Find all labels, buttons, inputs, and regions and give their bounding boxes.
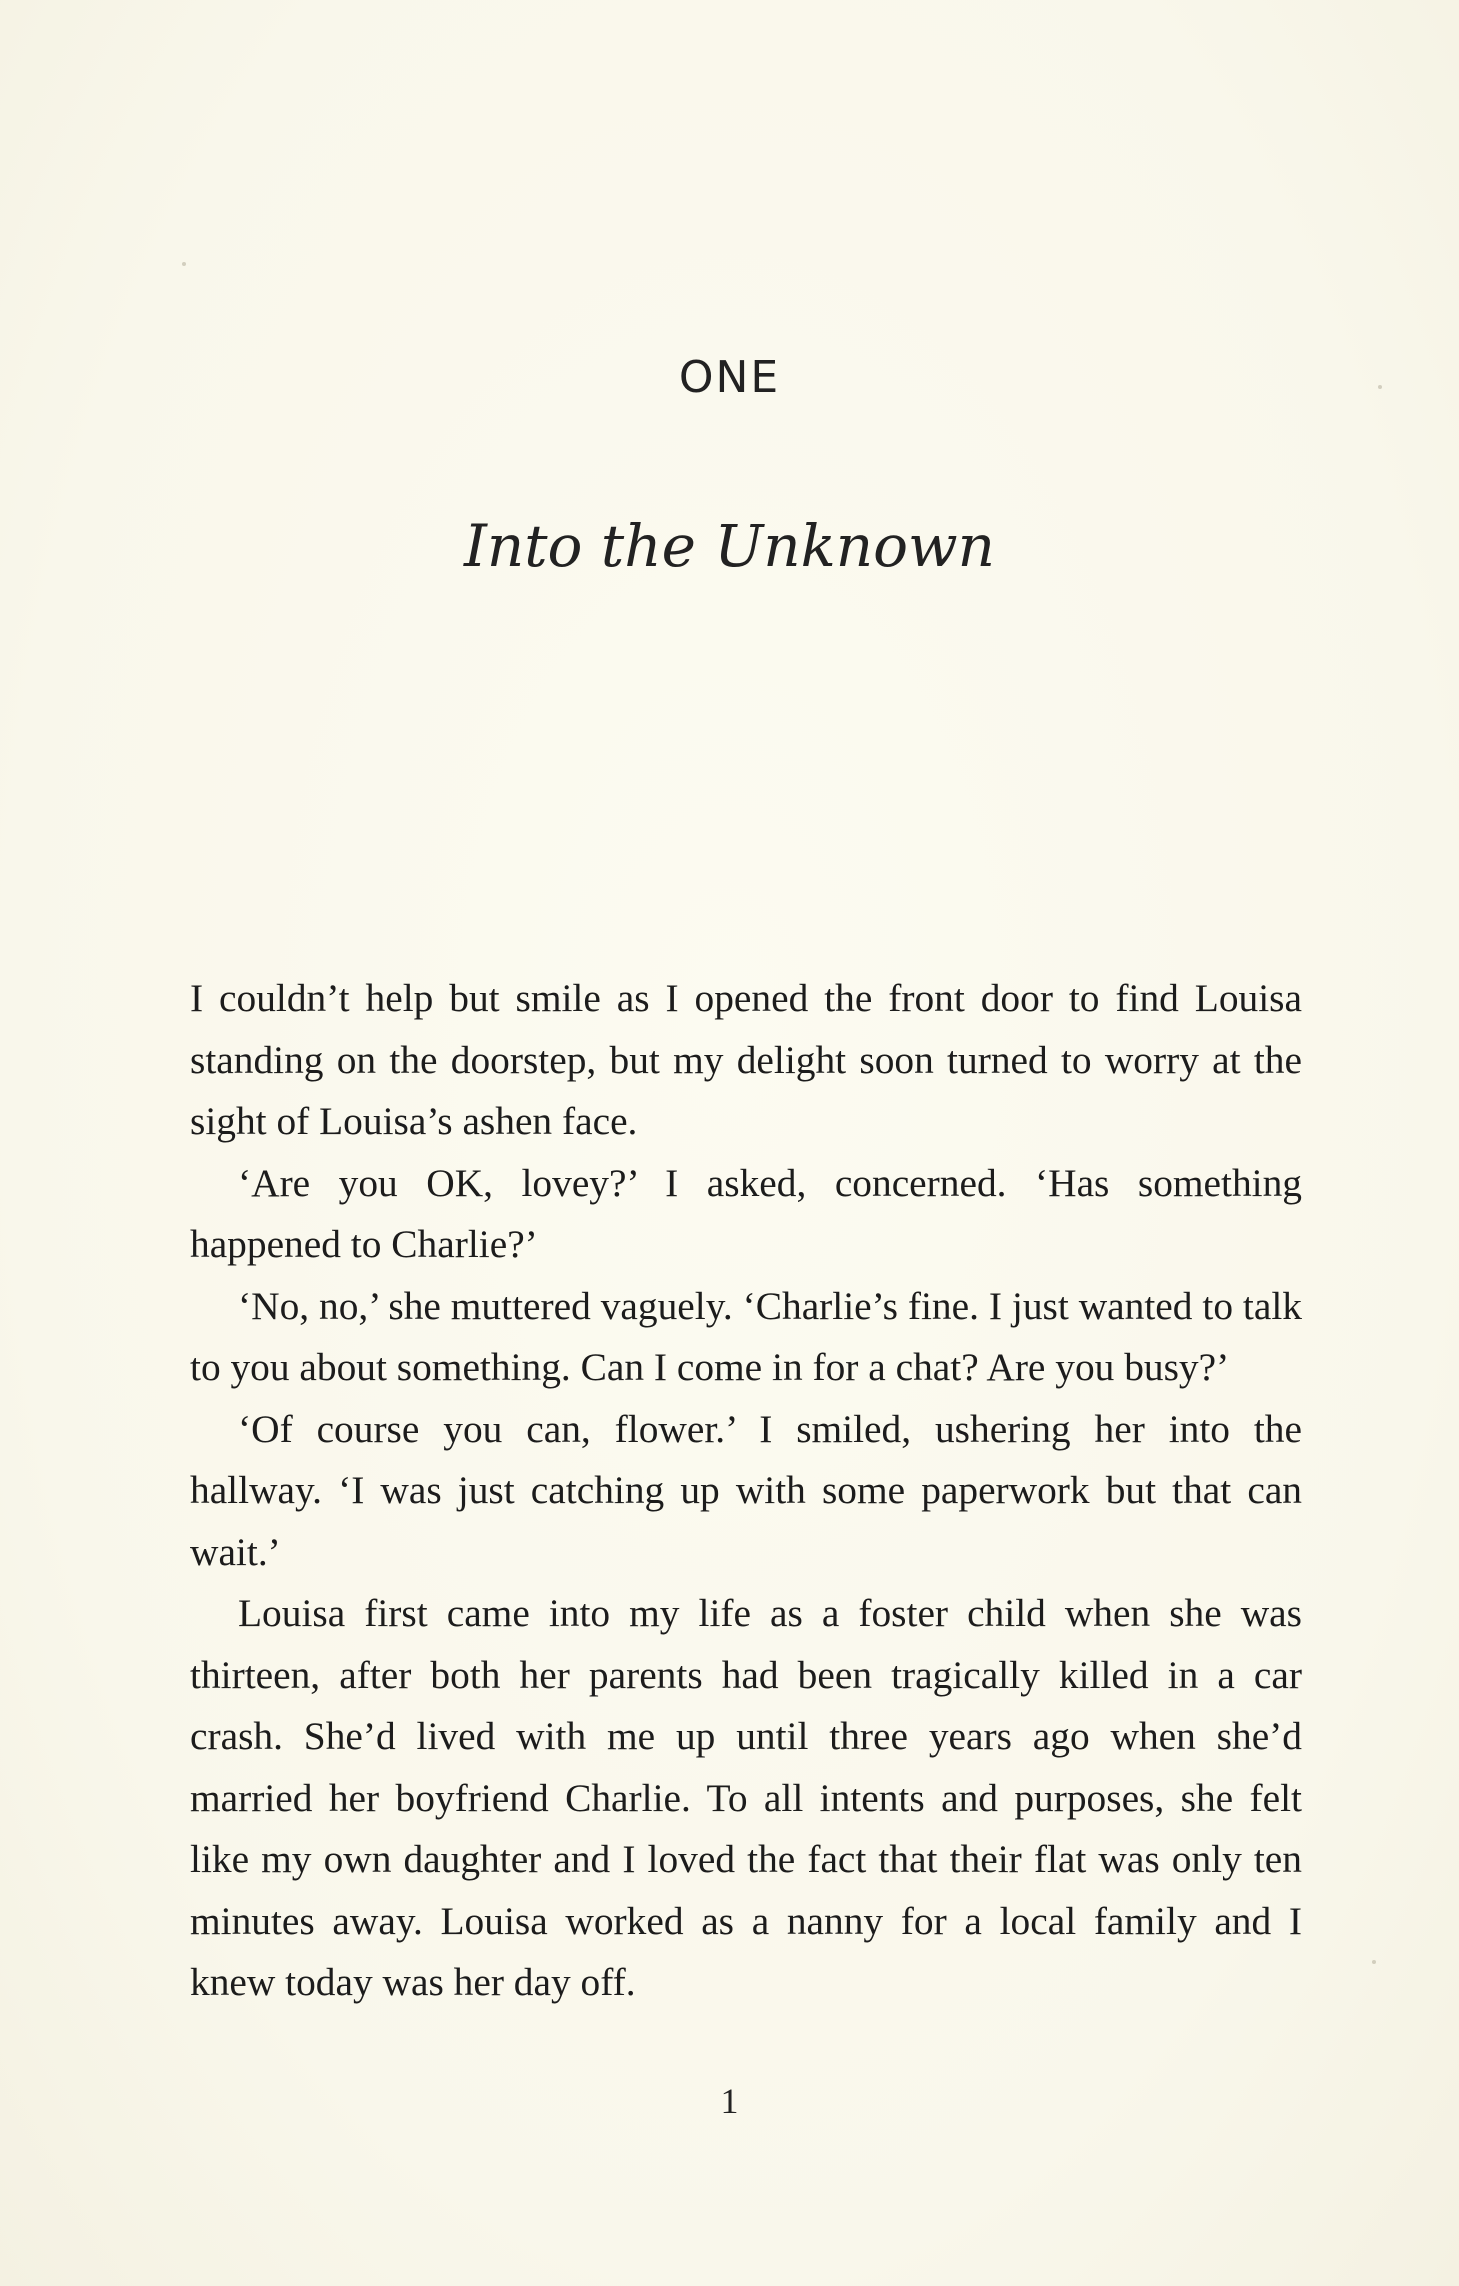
paragraph: ‘No, no,’ she muttered vaguely. ‘Charlie’s fine. I just wanted to talk to you about something. Can I come in for a chat? Are you busy?’: [190, 1283, 1302, 1389]
paragraph: I couldn’t help but smile as I opened the front door to find Louisa standing on the doorstep, but my delight soon turned to worry at the sight of Louisa’s ashen face.: [190, 976, 1302, 1143]
paragraph: ‘Are you OK, lovey?’ I asked, concerned. ‘Has something happened to Charlie?’: [190, 1160, 1302, 1266]
paragraph: ‘Of course you can, flower.’ I smiled, ushering her into the hallway. ‘I was just catching up with some paperwork but that can wait.’: [190, 1406, 1302, 1574]
paper-speck: [182, 262, 186, 266]
chapter-body: [190, 968, 1302, 2014]
page-number: 1: [720, 2081, 739, 2121]
paper-speck: [1372, 1960, 1376, 1964]
chapter-title: Into the Unknown: [463, 512, 995, 580]
chapter-number: ONE: [678, 352, 781, 403]
paragraph: Louisa first came into my life as a foster child when she was thirteen, after both her parents had been tragically killed in a car crash. She’d lived with me up until three years ago when she’d married her boyfriend Charlie. To all intents and purposes, she felt like my own daughter and I loved the fact that their flat was only ten minutes away. Louisa worked as a nanny for a local family and I knew today was her day off.: [190, 1591, 1302, 2004]
